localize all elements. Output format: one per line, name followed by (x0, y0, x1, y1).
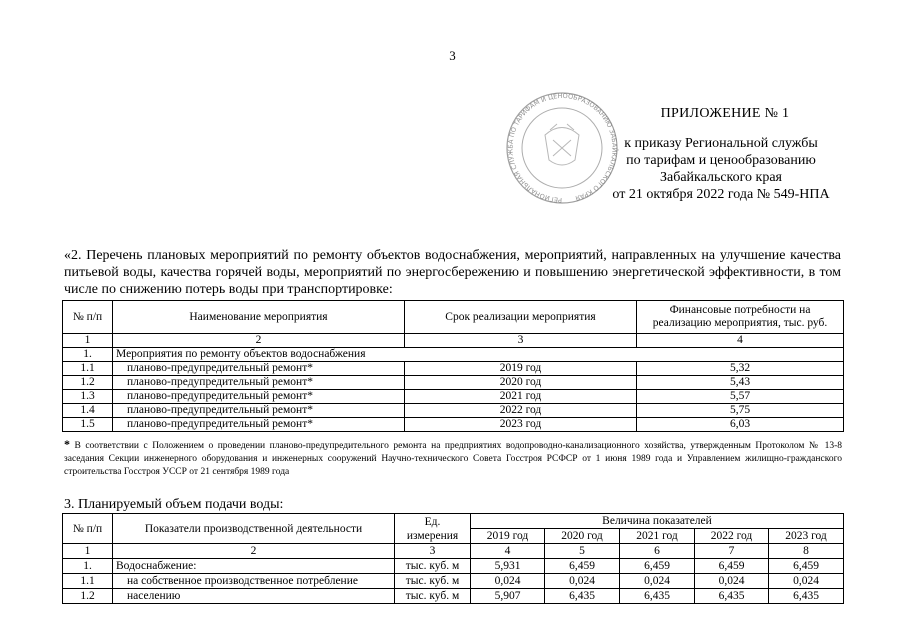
col-number: 2 (113, 334, 405, 348)
row-value: 6,435 (769, 589, 844, 604)
table-row (63, 418, 844, 432)
row-unit: тыс. куб. м (395, 574, 471, 589)
row-num: 1.4 (63, 404, 113, 418)
row-num: 1.3 (63, 390, 113, 404)
row-term: 2023 год (405, 418, 637, 432)
row-name: на собственное производственное потребление (113, 574, 395, 589)
table-header-row (63, 301, 844, 334)
table-row (63, 376, 844, 390)
row-value: 6,459 (769, 559, 844, 574)
group-num: 1. (63, 348, 113, 362)
header-amount: Финансовые потребности на реализацию мероприятия, тыс. руб. (637, 301, 844, 334)
repair-measures-table (62, 300, 844, 432)
row-name: Водоснабжение: (113, 559, 395, 574)
section2-intro: «2. Перечень плановых мероприятий по ремонту объектов водоснабжения, мероприятий, направленных на улучшение качества питьевой воды, качества горячей воды, мероприятий по энергосбережению и повышению энергетической эффективности, в том числе по снижению потерь воды при транспортировке: (64, 248, 841, 297)
row-name: населению (113, 589, 395, 604)
table-header-row (63, 514, 844, 529)
row-amount: 5,57 (637, 390, 844, 404)
header-year: 2023 год (769, 529, 844, 544)
row-name: планово-предупредительный ремонт* (113, 404, 405, 418)
col-number: 5 (545, 544, 620, 559)
header-values: Величина показателей (471, 514, 844, 529)
table-row (63, 559, 844, 574)
col-number: 3 (395, 544, 471, 559)
col-number: 2 (113, 544, 395, 559)
table-row (63, 404, 844, 418)
header-term: Срок реализации мероприятия (405, 301, 637, 334)
header-name: Наименование мероприятия (113, 301, 405, 334)
row-value: 6,435 (695, 589, 769, 604)
row-value: 6,459 (695, 559, 769, 574)
row-unit: тыс. куб. м (395, 589, 471, 604)
footnote-text: В соответствии с Положением о проведении планово-предупредительного ремонта на предприятиях водопроводно-канализационного хозяйства, утвержденным Протоколом № 13-8 заседания Секции инженерного оборудования и инженерных сооружений Научно-технического Совета Госстроя РСФСР от 1 июня 1989 года и Управлением жилищно-гражданского строительства Госстроя УССР от 21 сентября 1989 года (64, 441, 842, 477)
col-number: 3 (405, 334, 637, 348)
appendix-title: ПРИЛОЖЕНИЕ № 1 (660, 106, 790, 121)
row-amount: 5,75 (637, 404, 844, 418)
row-value: 6,459 (545, 559, 620, 574)
footnote (64, 438, 842, 479)
header-num: № п/п (63, 301, 113, 334)
seal-text: РЕГИОНАЛЬНАЯ СЛУЖБА ПО ТАРИФАМ И ЦЕНООБРАЗОВАНИЮ ЗАБАЙКАЛЬСКОГО КРАЯ (506, 91, 619, 205)
row-name: планово-предупредительный ремонт* (113, 362, 405, 376)
header-indicator: Показатели производственной деятельности (113, 514, 395, 544)
row-term: 2019 год (405, 362, 637, 376)
footnote-star: * (64, 437, 70, 451)
header-year: 2021 год (620, 529, 695, 544)
column-number-row (63, 544, 844, 559)
col-number: 8 (769, 544, 844, 559)
group-name: Мероприятия по ремонту объектов водоснабжения (113, 348, 844, 362)
order-reference (590, 135, 852, 203)
row-value: 0,024 (620, 574, 695, 589)
table-row (63, 362, 844, 376)
row-amount: 5,32 (637, 362, 844, 376)
row-value: 5,907 (471, 589, 545, 604)
page-number: 3 (449, 48, 456, 63)
col-number: 4 (637, 334, 844, 348)
row-value: 0,024 (769, 574, 844, 589)
col-number: 4 (471, 544, 545, 559)
row-term: 2022 год (405, 404, 637, 418)
row-unit: тыс. куб. м (395, 559, 471, 574)
table-row (63, 589, 844, 604)
water-supply-table (62, 513, 844, 604)
row-value: 0,024 (545, 574, 620, 589)
row-term: 2020 год (405, 376, 637, 390)
appendix-header (560, 105, 860, 122)
row-value: 5,931 (471, 559, 545, 574)
row-name: планово-предупредительный ремонт* (113, 390, 405, 404)
header-year: 2019 год (471, 529, 545, 544)
row-name: планово-предупредительный ремонт* (113, 376, 405, 390)
row-term: 2021 год (405, 390, 637, 404)
row-value: 0,024 (695, 574, 769, 589)
col-number: 1 (63, 334, 113, 348)
row-num: 1. (63, 559, 113, 574)
row-value: 6,459 (620, 559, 695, 574)
row-num: 1.5 (63, 418, 113, 432)
row-num: 1.1 (63, 362, 113, 376)
group-row (63, 348, 844, 362)
row-num: 1.2 (63, 589, 113, 604)
row-num: 1.2 (63, 376, 113, 390)
header-year: 2020 год (545, 529, 620, 544)
header-num: № п/п (63, 514, 113, 544)
row-value: 6,435 (620, 589, 695, 604)
table-row (63, 390, 844, 404)
header-unit: Ед. измерения (395, 514, 471, 544)
row-num: 1.1 (63, 574, 113, 589)
row-amount: 5,43 (637, 376, 844, 390)
column-number-row (63, 334, 844, 348)
col-number: 1 (63, 544, 113, 559)
row-value: 6,435 (545, 589, 620, 604)
section3-title: 3. Планируемый объем подачи воды: (64, 497, 284, 512)
row-amount: 6,03 (637, 418, 844, 432)
order-line: от 21 октября 2022 года № 549-НПА (612, 187, 830, 202)
row-value: 0,024 (471, 574, 545, 589)
order-line: по тарифам и ценообразованию (626, 153, 816, 168)
col-number: 7 (695, 544, 769, 559)
header-year: 2022 год (695, 529, 769, 544)
table-row (63, 574, 844, 589)
order-line: Забайкальского края (659, 170, 782, 185)
col-number: 6 (620, 544, 695, 559)
row-name: планово-предупредительный ремонт* (113, 418, 405, 432)
order-line: к приказу Региональной службы (624, 136, 818, 151)
